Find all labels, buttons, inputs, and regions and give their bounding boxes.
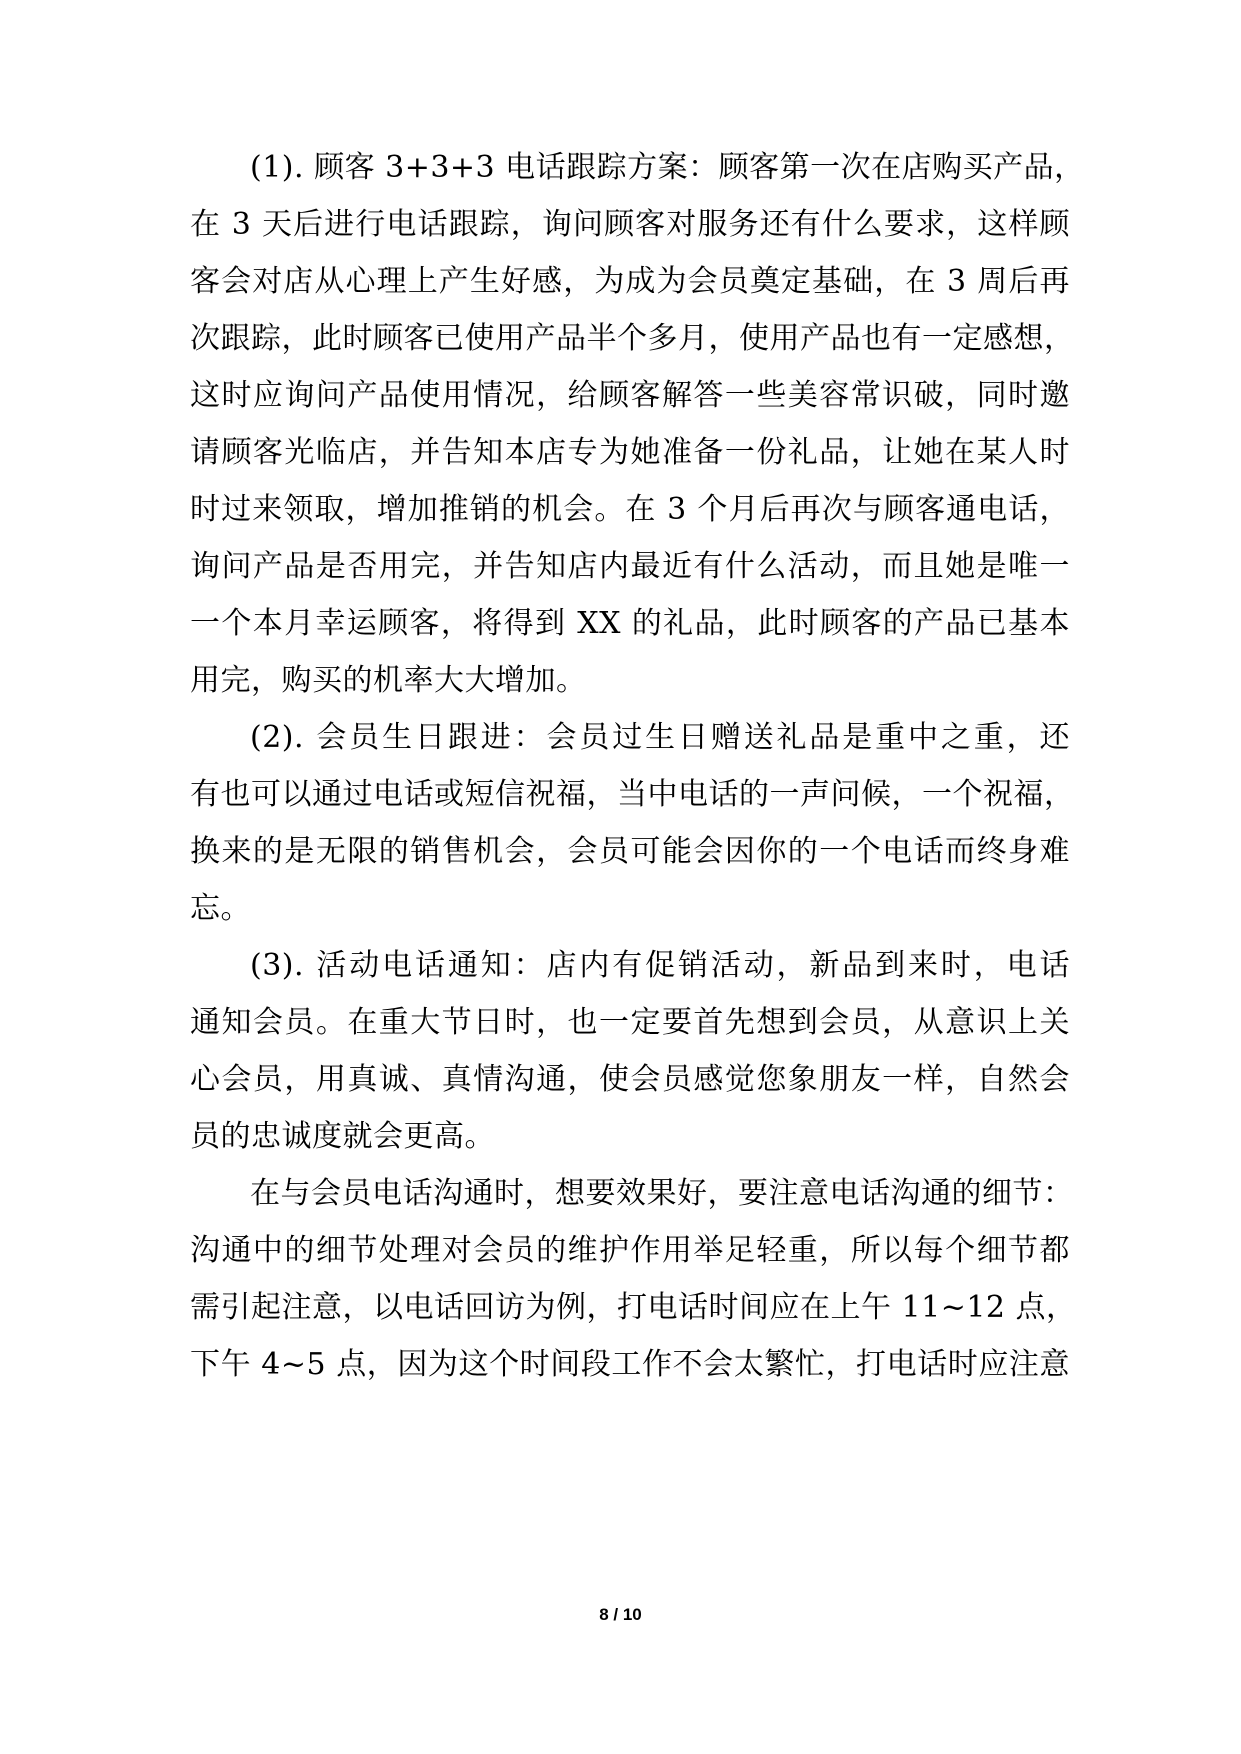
paragraph-1-line-4: 次跟踪，此时顾客已使用产品半个多月，使用产品也有一定感想， (190, 321, 1075, 356)
paragraph-1-line-9: 一个本月幸运顾客，将得到 XX 的礼品，此时顾客的产品已基本 (190, 606, 1070, 641)
paragraph-2-line-1: (2). 会员生日跟进：会员过生日赠送礼品是重中之重，还 (250, 720, 1070, 755)
paragraph-3-line-1: (3). 活动电话通知：店内有促销活动，新品到来时，电话 (250, 948, 1070, 983)
paragraph-4-line-1: 在与会员电话沟通时，想要效果好，要注意电话沟通的细节： (250, 1176, 1074, 1211)
paragraph-3-line-4: 员的忠诚度就会更高。 (190, 1119, 495, 1154)
paragraph-1-line-1: (1). 顾客 3+3+3 电话跟踪方案：顾客第一次在店购买产品， (250, 150, 1085, 185)
paragraph-1-line-10: 用完，购买的机率大大增加。 (190, 663, 587, 698)
paragraph-4-line-3: 需引起注意，以电话回访为例，打电话时间应在上午 11~12 点， (190, 1290, 1077, 1325)
paragraph-1-line-7: 时过来领取，增加推销的机会。在 3 个月后再次与顾客通电话， (190, 492, 1070, 527)
paragraph-2-line-4: 忘。 (190, 891, 251, 926)
paragraph-4-line-4: 下午 4~5 点，因为这个时间段工作不会太繁忙，打电话时应注意 (190, 1347, 1070, 1382)
paragraph-1-line-6: 请顾客光临店，并告知本店专为她准备一份礼品，让她在某人时 (190, 435, 1070, 470)
paragraph-2-line-3: 换来的是无限的销售机会，会员可能会因你的一个电话而终身难 (190, 834, 1070, 869)
paragraph-1-line-5: 这时应询问产品使用情况，给顾客解答一些美容常识破，同时邀 (190, 378, 1070, 413)
paragraph-2-line-2: 有也可以通过电话或短信祝福，当中电话的一声问候，一个祝福， (190, 777, 1075, 812)
paragraph-3-line-3: 心会员，用真诚、真情沟通，使会员感觉您象朋友一样，自然会 (190, 1062, 1070, 1097)
paragraph-1-line-3: 客会对店从心理上产生好感，为成为会员奠定基础，在 3 周后再 (190, 264, 1070, 299)
paragraph-4-line-2: 沟通中的细节处理对会员的维护作用举足轻重，所以每个细节都 (190, 1233, 1070, 1268)
paragraph-3-line-2: 通知会员。在重大节日时，也一定要首先想到会员，从意识上关 (190, 1005, 1070, 1040)
paragraph-1-line-8: 询问产品是否用完，并告知店内最近有什么活动，而且她是唯一 (190, 549, 1070, 584)
paragraph-1-line-2: 在 3 天后进行电话跟踪，询问顾客对服务还有什么要求，这样顾 (190, 207, 1070, 242)
page-number: 8 / 10 (599, 1605, 642, 1624)
